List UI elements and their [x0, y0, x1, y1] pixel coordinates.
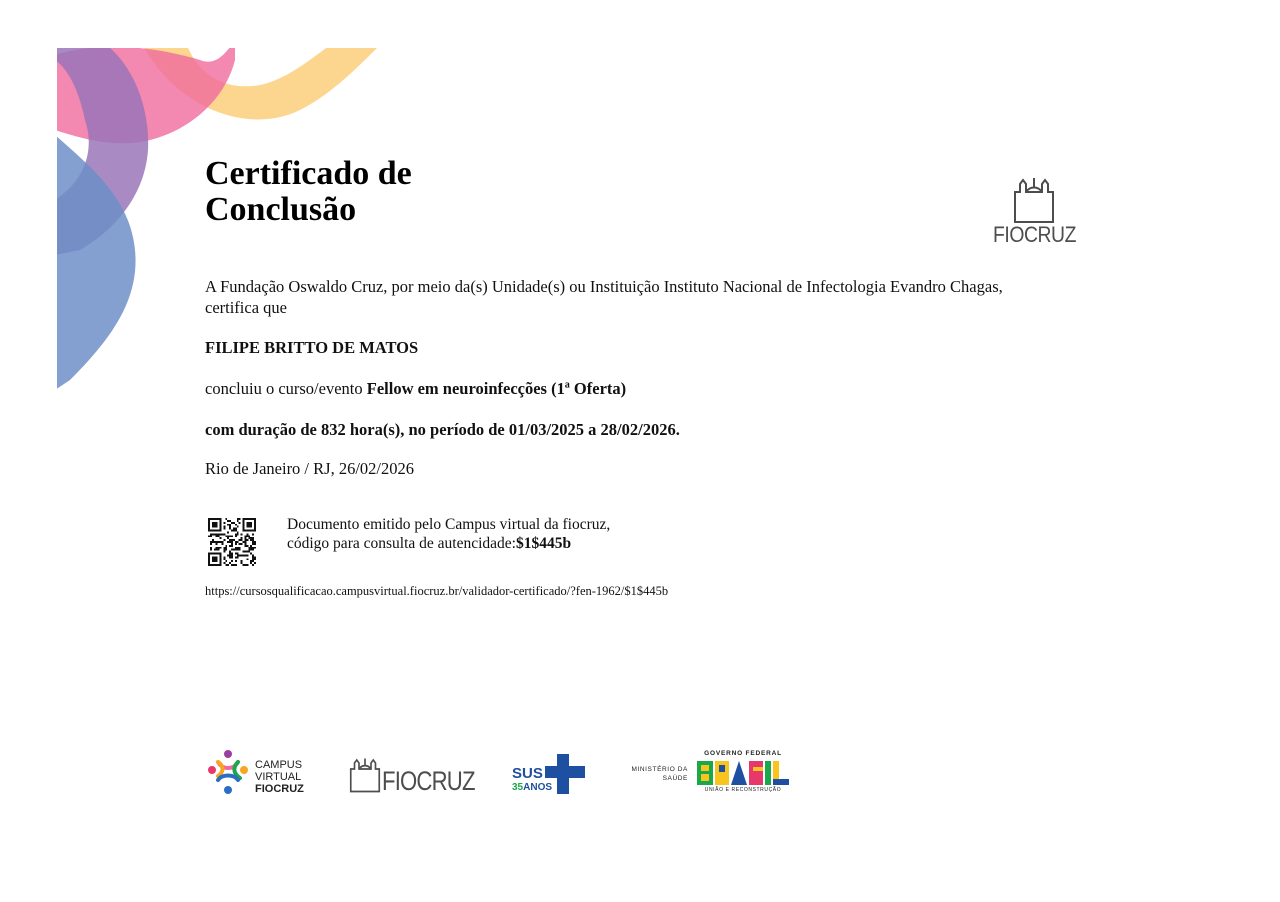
fiocruz-castle-icon	[348, 757, 382, 793]
sus-wordmark: SUS	[512, 765, 543, 782]
brasil-wordmark-logo	[695, 759, 791, 787]
qr-code-icon	[208, 518, 256, 566]
ministerio-saude-text	[626, 765, 688, 783]
governo-federal-logo	[624, 750, 794, 800]
governo-federal-text: GOVERNO FEDERAL	[704, 750, 782, 757]
verification-line-2-prefix: código para consulta de autencidade:	[287, 535, 516, 552]
duration-paragraph: com duração de 832 hora(s), no período de 01/03/2025 a 28/02/2026.	[205, 420, 680, 439]
validation-url[interactable]: https://cursosqualificacao.campusvirtual.fiocruz.br/validador-certificado/?fen-1962/$1$445b	[205, 584, 669, 598]
ministry-line-2: SAÚDE	[662, 775, 688, 782]
campus-virtual-people-icon	[204, 748, 252, 796]
fiocruz-castle-icon	[1012, 176, 1056, 224]
certificate-title	[205, 156, 412, 228]
title-line-1: Certificado de	[205, 155, 412, 192]
fiocruz-footer-wordmark: FIOCRUZ	[382, 766, 475, 796]
verification-code: $1$445b	[515, 535, 572, 552]
course-paragraph	[205, 378, 1045, 399]
campus-virtual-logo	[204, 748, 304, 801]
recipient-name: FILIPE BRITTO DE MATOS	[205, 338, 419, 357]
footer-logos	[0, 740, 1280, 810]
campus-line-3: FIOCRUZ	[255, 783, 304, 795]
fiocruz-footer-logo	[348, 757, 475, 798]
campus-line-1: CAMPUS	[255, 759, 303, 771]
title-line-2: Conclusão	[205, 191, 357, 228]
course-name: Fellow em neuroinfecções (1ª Oferta)	[366, 379, 627, 398]
fiocruz-header-wordmark: FIOCRUZ	[993, 222, 1076, 247]
uniao-reconstrucao-text: UNIÃO E RECONSTRUÇÃO	[704, 787, 782, 793]
verification-line-1: Documento emitido pelo Campus virtual da fiocruz,	[287, 516, 611, 533]
place-date: Rio de Janeiro / RJ, 26/02/2026	[205, 459, 414, 478]
intro-paragraph: A Fundação Oswaldo Cruz, por meio da(s) Unidade(s) ou Instituição Instituto Nacional de Infectologia Evandro Chagas, certifica que	[205, 277, 1003, 317]
course-prefix: concluiu o curso/evento	[205, 379, 363, 398]
sus-years-word: ANOS	[523, 782, 553, 793]
ministry-line-1: MINISTÉRIO DA	[631, 766, 688, 773]
campus-line-2: VIRTUAL	[255, 771, 302, 783]
verification-text	[287, 515, 610, 553]
sus-years-number: 35	[512, 782, 524, 793]
fiocruz-header-logo	[993, 176, 1079, 246]
